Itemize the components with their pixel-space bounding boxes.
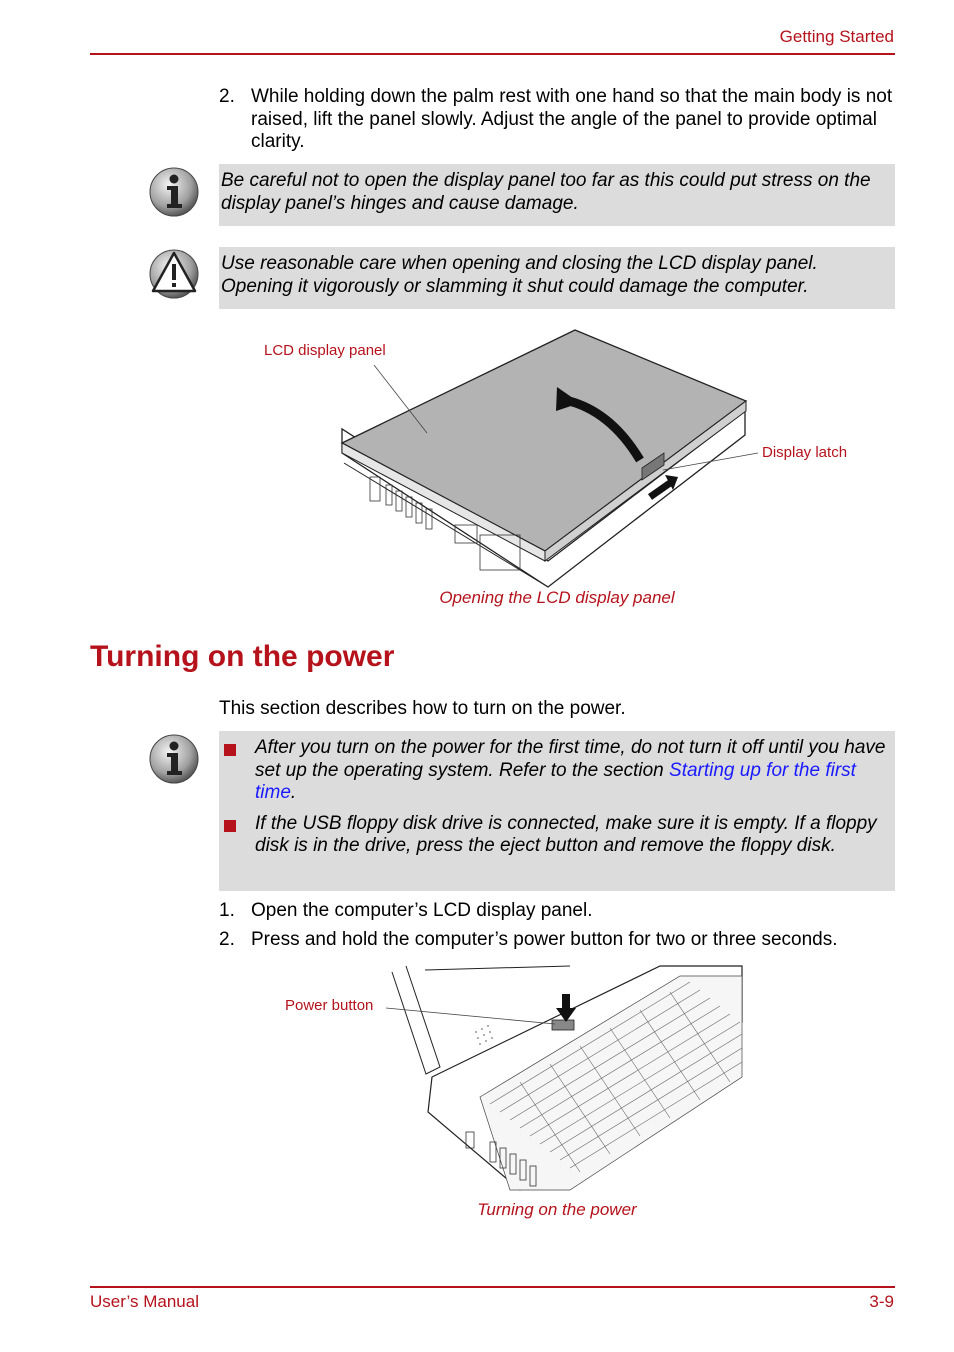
note-box	[219, 731, 895, 891]
info-icon	[148, 166, 200, 218]
note-box	[219, 164, 895, 226]
note-bullet-text: After you turn on the power for the first time, do not turn it off until you have set up the operating system. Refer to the section	[255, 737, 886, 781]
note-bullet-punct: .	[290, 782, 297, 803]
note-text: Be careful not to open the display panel too far as this could put stress on the display panel’s hinges and cause damage.	[221, 170, 871, 214]
section-heading: Turning on the power	[90, 640, 395, 673]
info-icon	[148, 733, 200, 785]
link-starting-up[interactable]: Starting up for the first time	[255, 759, 856, 803]
note-bullet	[221, 813, 887, 858]
section-intro: This section describes how to turn on the power.	[219, 698, 626, 719]
step-number: 1.	[219, 900, 235, 921]
step-number: 2.	[219, 86, 235, 107]
running-header: Getting Started	[779, 27, 894, 46]
header-rule	[90, 53, 895, 55]
step-text: Press and hold the computer’s power button for two or three seconds.	[251, 929, 838, 950]
note-bullet	[221, 737, 887, 805]
bullet-square-icon	[224, 744, 236, 756]
step-item	[219, 86, 899, 156]
power-button-illustration	[380, 962, 745, 1192]
footer-left: User’s Manual	[90, 1292, 199, 1311]
callout-display-latch: Display latch	[762, 444, 848, 461]
step-text: While holding down the palm rest with one hand so that the main body is not raised, lift the panel slowly. Adjust the angle of the panel to provide optimal clarity.	[251, 86, 893, 152]
figure-caption: Opening the LCD display panel	[439, 588, 675, 607]
caution-text: Use reasonable care when opening and closing the LCD display panel. Opening it vigorously or slamming it shut could damage the computer.	[221, 253, 818, 297]
step-text: Open the computer’s LCD display panel.	[251, 900, 593, 921]
callout-lcd-panel: LCD display panel	[264, 342, 386, 359]
step-number: 2.	[219, 929, 235, 950]
bullet-square-icon	[224, 820, 236, 832]
figure-caption: Turning on the power	[477, 1200, 637, 1219]
warning-icon	[148, 248, 200, 300]
note-bullet-text: If the USB floppy disk drive is connected, make sure it is empty. If a floppy disk is in the drive, press the eject button and remove the floppy disk.	[255, 812, 877, 856]
step-item	[219, 929, 899, 953]
step-item	[219, 900, 899, 924]
laptop-opening-illustration	[330, 325, 770, 590]
callout-power-button: Power button	[285, 997, 374, 1014]
footer-page-number: 3-9	[869, 1292, 894, 1311]
footer-rule	[90, 1286, 895, 1288]
caution-box	[219, 247, 895, 309]
